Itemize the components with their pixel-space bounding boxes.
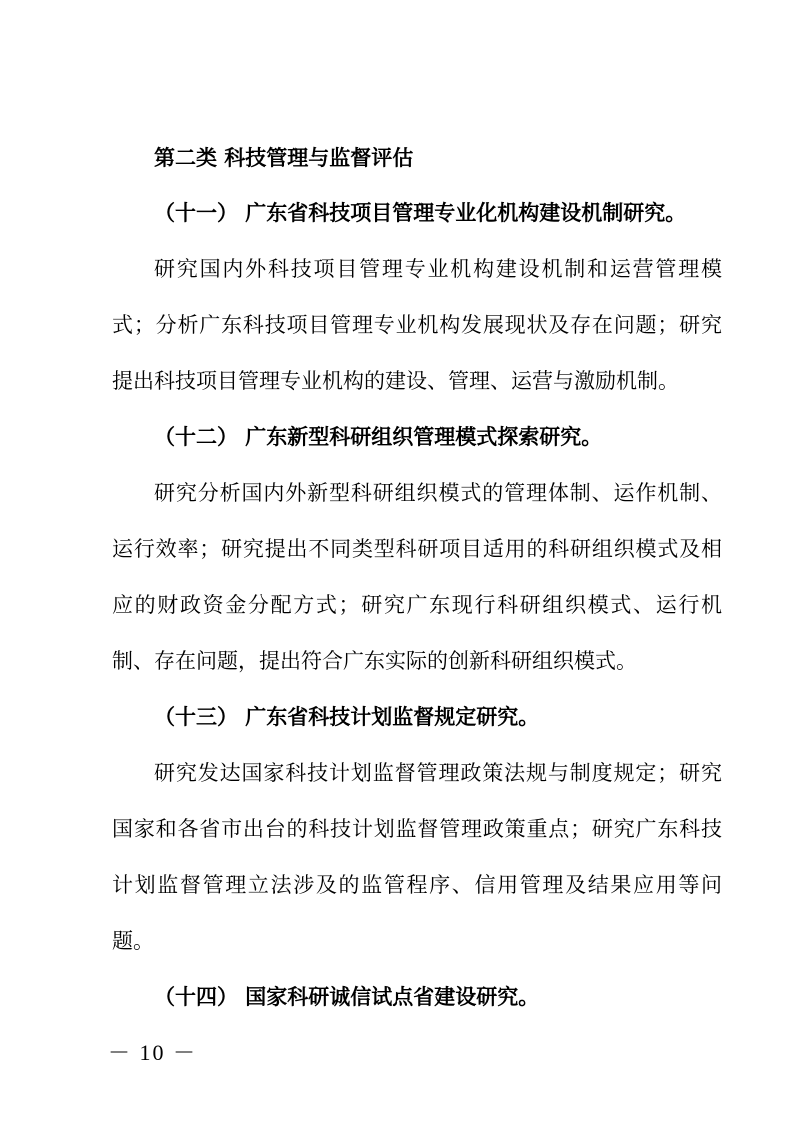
section-heading-14: （十四） 国家科研诚信试点省建设研究。 — [154, 985, 540, 1009]
paragraph-line: 研究发达国家科技计划监督管理政策法规与制度规定；研究 — [154, 761, 722, 785]
paragraph-line: 研究国内外科技项目管理专业机构建设机制和运营管理模 — [154, 257, 722, 281]
paragraph-line: 题。 — [112, 929, 154, 953]
section-heading-12: （十二） 广东新型科研组织管理模式探索研究。 — [154, 425, 603, 449]
section-heading-13: （十三） 广东省科技计划监督规定研究。 — [154, 705, 540, 729]
category-title: 第二类 科技管理与监督评估 — [154, 146, 414, 170]
paragraph-line: 式；分析广东科技项目管理专业机构发展现状及存在问题；研究 — [112, 313, 722, 337]
paragraph-line: 提出科技项目管理专业机构的建设、管理、运营与激励机制。 — [112, 369, 679, 393]
paragraph-line: 研究分析国内外新型科研组织模式的管理体制、运作机制、 — [154, 481, 722, 505]
paragraph-line: 计划监督管理立法涉及的监管程序、信用管理及结果应用等问 — [112, 873, 722, 897]
section-heading-11: （十一） 广东省科技项目管理专业化机构建设机制研究。 — [154, 201, 687, 225]
paragraph-line: 制、存在问题，提出符合广东实际的创新科研组织模式。 — [112, 649, 637, 673]
paragraph-line: 运行效率；研究提出不同类型科研项目适用的科研组织模式及相 — [112, 537, 722, 561]
paragraph-line: 国家和各省市出台的科技计划监督管理政策重点；研究广东科技 — [112, 817, 722, 841]
paragraph-line: 应的财政资金分配方式；研究广东现行科研组织模式、运行机 — [112, 593, 722, 617]
page-number: － 10 － — [108, 1040, 198, 1065]
